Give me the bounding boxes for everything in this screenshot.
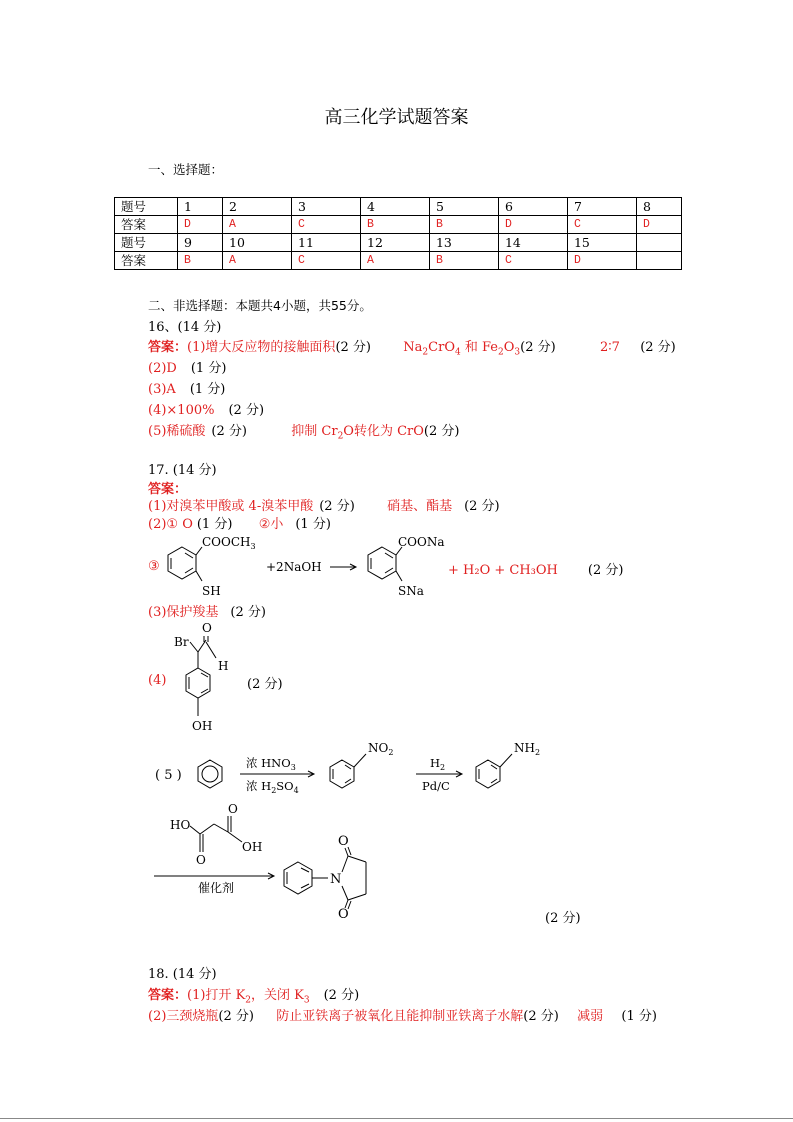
answer-cell: B — [178, 252, 223, 270]
score: (2 分) — [323, 988, 360, 1003]
catalyst-label: 催化剂 — [198, 881, 235, 895]
nitrobenzene-ring — [330, 754, 366, 788]
q16-line-1 — [148, 336, 676, 358]
answer-text: 防止亚铁离子被氧化且能抑制亚铁离子水解 — [276, 1009, 524, 1024]
nitration-reagent-top: 浓 $HNO_3$ — [246, 756, 296, 772]
aniline-ring — [476, 754, 512, 788]
page-title: 高三化学试题答案 — [324, 107, 469, 128]
answer-cell — [636, 252, 681, 270]
benzene-ring-reactant — [168, 547, 202, 581]
q17-eq-number: ③ — [148, 559, 160, 574]
q17-line-1 — [148, 495, 500, 514]
answer-text: (3)A — [148, 382, 176, 397]
score: (1 分) — [196, 517, 233, 532]
score: (2 分) — [640, 340, 676, 355]
q17-heading: 17. (14 分) — [148, 463, 217, 478]
imide-nitrogen: N — [330, 872, 342, 887]
product-carboxylate-group: COONa — [398, 535, 445, 549]
succinic-acid-bonds — [190, 816, 242, 852]
q17-line-4: (4) — [148, 673, 167, 688]
answer-text: (2)三颈烧瓶 — [148, 1009, 219, 1024]
table-cell: 9 — [178, 234, 223, 252]
nitro-group: $NO_2$ — [368, 741, 394, 757]
reactant-thiol-group: SH — [202, 584, 221, 598]
score: (2 分) — [319, 499, 355, 514]
answer-cell: C — [292, 216, 361, 234]
answer-text: (3)保护羧基 — [148, 605, 219, 620]
q16-line-5 — [148, 420, 459, 442]
table-cell: 2 — [223, 198, 292, 216]
answer-text: (2)① O — [148, 517, 193, 532]
imide-oxygen-bottom: O — [338, 907, 349, 922]
score: (2 分) — [587, 563, 624, 578]
succinic-acid-ho: HO — [170, 818, 191, 832]
phenyl-ring-imide — [284, 862, 328, 894]
score: (2 分) — [335, 340, 371, 355]
table-cell: 14 — [498, 234, 567, 252]
succinic-acid-o2: O — [196, 853, 206, 867]
succinimide-ring — [342, 847, 366, 909]
q16-line-3 — [148, 378, 225, 397]
section-1-heading: 一、选择题： — [148, 162, 224, 177]
row-label-question: 题号 — [115, 234, 178, 252]
table-row — [115, 216, 682, 234]
answer-cell: A — [361, 252, 430, 270]
benzene-start — [198, 760, 222, 788]
table-cell: 1 — [178, 198, 223, 216]
table-cell — [636, 234, 681, 252]
reagent-naoh: +2NaOH — [266, 560, 322, 574]
score: (2 分) — [228, 403, 265, 418]
answer-ratio: 2∶7 — [599, 340, 620, 355]
table-cell: 11 — [292, 234, 361, 252]
structure-4-bonds — [186, 636, 216, 716]
answer-text: 减弱 — [577, 1009, 604, 1024]
score: (2 分) — [423, 424, 460, 439]
answer-cell: A — [223, 252, 292, 270]
answer-text: (4)×100% — [148, 403, 215, 418]
answer-text: (5)稀硫酸 — [148, 424, 206, 439]
bromo-label: Br — [174, 635, 189, 649]
table-cell: 13 — [429, 234, 498, 252]
answer-cell: B — [361, 216, 430, 234]
amino-group: $NH_2$ — [514, 741, 541, 757]
score: (2 分) — [523, 1009, 559, 1024]
score: (2 分) — [230, 605, 266, 620]
answer-text: ②小 — [258, 517, 284, 532]
reaction-equation-structures — [160, 533, 460, 605]
answer-table — [114, 197, 682, 270]
score: (1 分) — [295, 517, 331, 532]
answer-formula: $Na_2CrO_4$ 和 $Fe_2O_3$ — [403, 340, 521, 358]
answer-cell: D — [567, 252, 636, 270]
table-cell: 7 — [567, 198, 636, 216]
page-bottom-rule — [0, 1118, 793, 1119]
q17-line-5-score: (2 分) — [545, 911, 581, 926]
q17-line-4-score: (2 分) — [247, 677, 283, 692]
score: (2 分) — [218, 1009, 254, 1024]
score: (2 分) — [211, 424, 247, 439]
answer-cell: C — [498, 252, 567, 270]
q16-line-2 — [148, 357, 226, 376]
score: (2 分) — [464, 499, 500, 514]
table-cell: 5 — [429, 198, 498, 216]
table-cell: 4 — [361, 198, 430, 216]
aldehyde-oxygen-label: O — [202, 621, 212, 635]
answer-cell: B — [429, 216, 498, 234]
reactant-ester-group: $COOCH_3$ — [202, 535, 256, 551]
q17-line-5: ( 5 ) — [155, 768, 182, 783]
benzene-ring-product — [368, 547, 402, 581]
succinic-acid-oh: OH — [242, 840, 263, 854]
answer-text: (2)D — [148, 361, 177, 376]
structure-4 — [168, 620, 248, 736]
answer-text: (1)增大反应物的接触面积 — [187, 340, 336, 355]
table-cell: 15 — [567, 234, 636, 252]
answer-cell: A — [223, 216, 292, 234]
section-2-heading: 二、非选择题：本题共4小题，共55分。 — [148, 298, 372, 313]
table-cell: 3 — [292, 198, 361, 216]
answer-text: 抑制 $Cr_2O$转化为 CrO — [291, 424, 424, 442]
answer-cell: D — [178, 216, 223, 234]
answer-cell: B — [429, 252, 498, 270]
synthesis-route-row-1 — [190, 738, 550, 798]
q18-heading: 18. (14 分) — [148, 967, 217, 982]
score: (1 分) — [190, 361, 227, 376]
table-row — [115, 252, 682, 270]
eq-products: + H₂O + CH₃OH — [448, 563, 558, 578]
reduction-reagent-top: $H_2$ — [430, 756, 446, 772]
table-row — [115, 198, 682, 216]
aldehyde-hydrogen-label: H — [218, 659, 229, 673]
table-row — [115, 234, 682, 252]
score: (1 分) — [621, 1009, 657, 1024]
q16-line-4 — [148, 399, 264, 418]
answer-cell: D — [636, 216, 681, 234]
answer-text: (1)打开 $K_2$，关闭 $K_3$ — [187, 988, 310, 1006]
q17-line-3 — [148, 601, 266, 620]
answer-text: 硝基、酯基 — [387, 499, 453, 514]
answer-label: 答案： — [148, 482, 188, 497]
table-cell: 8 — [636, 198, 681, 216]
q17-eq-products-line — [448, 559, 623, 578]
score: (2 分) — [520, 340, 556, 355]
succinic-acid-o1: O — [228, 802, 238, 816]
q18-line-2 — [148, 1005, 657, 1024]
reaction-arrow — [330, 564, 356, 570]
answer-cell: C — [292, 252, 361, 270]
imide-oxygen-top: O — [338, 834, 349, 849]
q18-line-1 — [148, 984, 359, 1006]
table-cell: 12 — [361, 234, 430, 252]
nitration-reagent-bottom: 浓 $H_2SO_4$ — [246, 779, 299, 795]
answer-text: (1)对溴苯甲酸或 4-溴苯甲酸 — [148, 499, 314, 514]
table-cell: 10 — [223, 234, 292, 252]
product-thiolate-group: SNa — [398, 584, 424, 598]
q17-line-2 — [148, 513, 331, 532]
table-cell: 6 — [498, 198, 567, 216]
answer-label: 答案： — [148, 340, 188, 355]
reduction-reagent-bottom: Pd/C — [422, 779, 450, 793]
hydroxyl-label: OH — [192, 719, 213, 733]
row-label-question: 题号 — [115, 198, 178, 216]
synthesis-route-row-2 — [150, 800, 390, 924]
score: (1 分) — [189, 382, 226, 397]
answer-cell: D — [498, 216, 567, 234]
row-label-answer: 答案 — [115, 216, 178, 234]
answer-label: 答案： — [148, 988, 188, 1003]
answer-cell: C — [567, 216, 636, 234]
q16-heading: 16、(14 分) — [148, 320, 222, 335]
row-label-answer: 答案 — [115, 252, 178, 270]
